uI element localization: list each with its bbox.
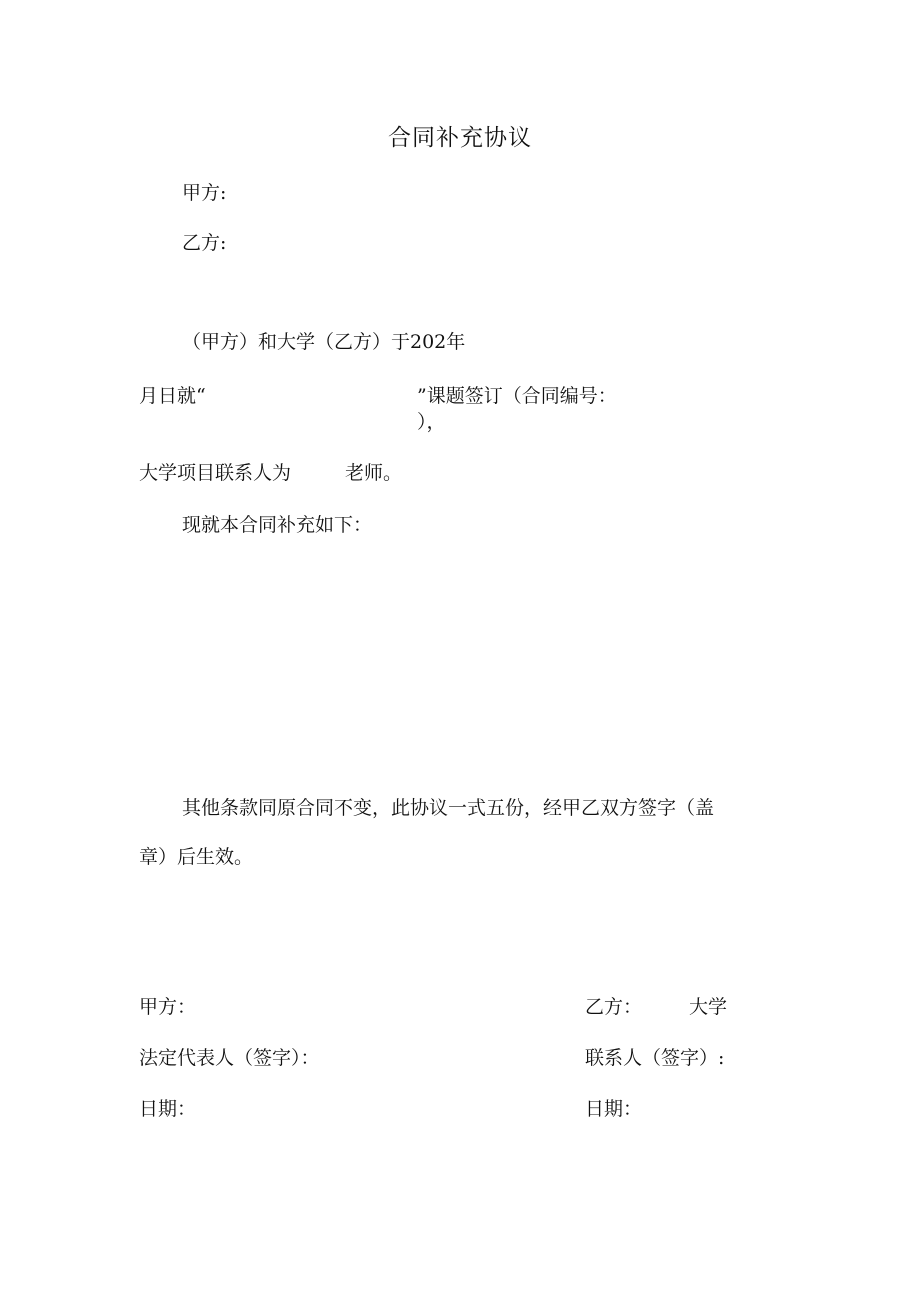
signature-party-b: 乙方： — [585, 996, 643, 1018]
contact-label: 大学项目联系人为 — [139, 462, 292, 484]
supplement-intro: 现就本合同补充如下： — [182, 514, 373, 536]
other-terms-line-2: 章）后生效。 — [139, 846, 254, 868]
paragraph-line-1: （甲方）和大学（乙方）于202年 — [182, 331, 466, 353]
signature-contact-person: 联系人（签字）: — [585, 1047, 725, 1069]
signature-date-a: 日期： — [139, 1098, 197, 1120]
signature-legal-representative: 法定代表人（签字）： — [139, 1047, 320, 1069]
signature-party-b-name: 大学 — [689, 996, 728, 1018]
document-title: 合同补充协议 — [388, 125, 532, 151]
party-a-label: 甲方: — [182, 182, 227, 204]
other-terms-line-1: 其他条款同原合同不变，此协议一式五份，经甲乙双方签字（盖 — [182, 797, 715, 819]
paragraph-line-3: ）， — [417, 411, 446, 433]
signature-party-a: 甲方： — [139, 996, 197, 1018]
paragraph-line-2-start: 月日就“ — [139, 385, 206, 407]
paragraph-line-2-end: ”课题签订（合同编号： — [417, 385, 617, 407]
contact-suffix: 老师。 — [345, 462, 403, 484]
signature-date-b: 日期： — [585, 1098, 643, 1120]
party-b-label: 乙方: — [182, 232, 227, 254]
